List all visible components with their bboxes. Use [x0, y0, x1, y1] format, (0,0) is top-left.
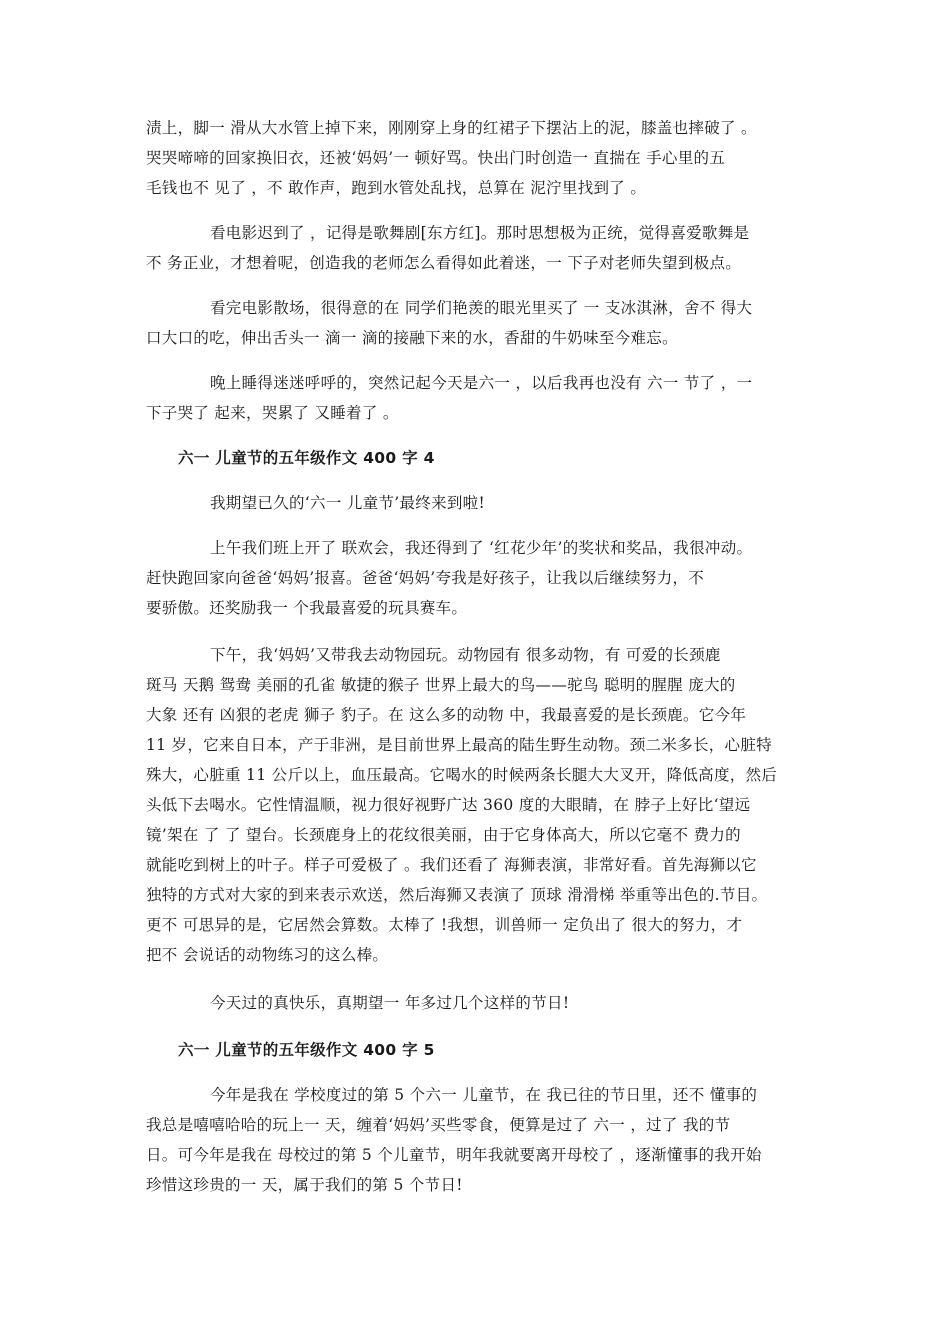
text-line: 下午，我‘妈妈’又带我去动物园玩。动物园有 很多动物，有 可爱的长颈鹿 [210, 646, 721, 664]
text-line: 毛钱也不 见了 ，不 敢作声，跑到水管处乱找，总算在 泥泞里找到了 。 [146, 179, 647, 197]
text-line: 要骄傲。还奖励我一 个我最喜爱的玩具赛车。 [146, 599, 468, 617]
text-line: 大象 还有 凶狠的老虎 狮子 豹子。在 这么多的动物 中，我最喜爱的是长颈鹿。它今年 [146, 706, 747, 724]
text-line: 下子哭了 起来，哭累了 又睡着了 。 [146, 404, 399, 422]
text-line: 看电影迟到了 ，记得是歌舞剧[东方红]。那时思想极为正统，觉得喜爱歌舞是 [210, 224, 750, 242]
text-line: 看完电影散场，很得意的在 同学们艳羡的眼光里买了 一 支冰淇淋，舍不 得大 [210, 299, 753, 317]
text-line: 哭哭啼啼的回家换旧衣，还被‘妈妈’一 顿好骂。快出门时创造一 直揣在 手心里的五 [146, 149, 726, 167]
text-line: 把不 会说话的动物练习的这么棒。 [146, 946, 389, 964]
text-line: 镜’架在 了 了 望台。长颈鹿身上的花纹很美丽，由于它身体高大，所以它毫不 费力的 [146, 826, 741, 844]
text-line: 我期望已久的‘六一 儿童节’最终来到啦! [210, 494, 486, 512]
text-line: 更不 可思异的是，它居然会算数。太棒了 !我想，训兽师一 定负出了 很大的努力，才 [146, 916, 743, 934]
text-line: 赶快跑回家向爸爸‘妈妈’报喜。爸爸‘妈妈’夸我是好孩子，让我以后继续努力，不 [146, 569, 705, 587]
text-line: 口大口的吃，伸出舌头一 滴一 滴的接融下来的水，香甜的牛奶味至今难忘。 [146, 329, 678, 347]
text-line: 日。可今年是我在 母校过的第 5 个儿童节，明年我就要离开母校了 ，逐渐懂事的我开始 [146, 1146, 762, 1164]
text-line: 渍上，脚一 滑从大水管上掉下来，刚刚穿上身的红裙子下摆沾上的泥，膝盖也摔破了 。 [146, 119, 757, 137]
text-line: 珍惜这珍贵的一 天，属于我们的第 5 个节日! [146, 1176, 463, 1194]
text-line: 头低下去喝水。它性情温顺，视力很好视野广达 360 度的大眼睛，在 脖子上好比‘望远 [146, 796, 751, 814]
text-line: 独特的方式对大家的到来表示欢送，然后海狮又表演了 顶球 滑滑梯 举重等出色的.节目。 [146, 886, 768, 904]
text-line: 我总是嘻嘻哈哈的玩上一 天，缠着‘妈妈’买些零食，便算是过了 六一 ，过了 我的节 [146, 1116, 731, 1134]
text-line: 殊大，心脏重 11 公斤以上，血压最高。它喝水的时候两条长腿大大叉开，降低高度，然后 [146, 766, 778, 784]
section-heading: 六一 儿童节的五年级作文 400 字 5 [178, 1041, 435, 1059]
text-line: 不 务正业，才想着呢，创造我的老师怎么看得如此着迷，一 下子对老师失望到极点。 [146, 254, 742, 272]
text-line: 就能吃到树上的叶子。样子可爱极了 。我们还看了 海狮表演，非常好看。首先海狮以它 [146, 856, 757, 874]
section-heading: 六一 儿童节的五年级作文 400 字 4 [178, 449, 435, 467]
text-line: 晚上睡得迷迷呼呼的，突然记起今天是六一 ，以后我再也没有 六一 节了 ，一 [210, 374, 753, 392]
text-line: 11 岁，它来自日本，产于非洲，是目前世界上最高的陆生野生动物。颈二米多长，心脏特 [146, 736, 772, 754]
text-line: 上午我们班上开了 联欢会，我还得到了 ‘红花少年’的奖状和奖品，我很冲动。 [210, 539, 753, 557]
text-line: 今天过的真快乐，真期望一 年多过几个这样的节日! [210, 994, 570, 1012]
text-line: 斑马 天鹅 鸳鸯 美丽的孔雀 敏捷的猴子 世界上最大的鸟——驼鸟 聪明的腥腥 庞大的 [146, 676, 736, 694]
text-line: 今年是我在 学校度过的第 5 个六一 儿童节，在 我已往的节日里，还不 懂事的 [210, 1086, 758, 1104]
